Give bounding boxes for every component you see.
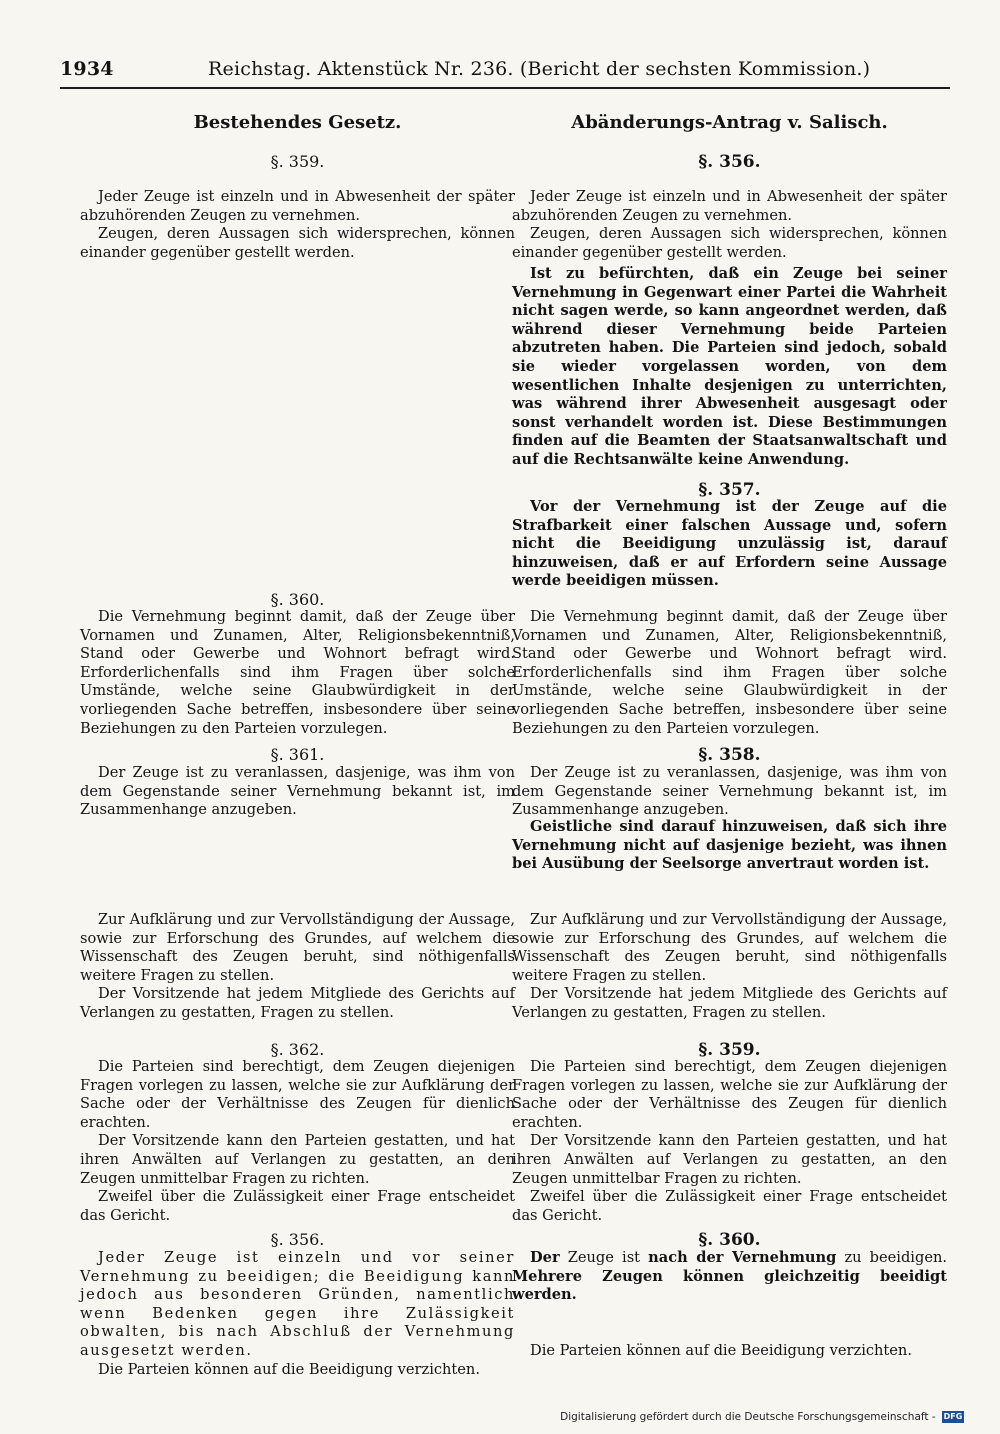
section-title: §. 356. <box>698 152 761 172</box>
paragraph <box>512 1249 947 1305</box>
paragraph: Ist zu befürchten, daß ein Zeuge bei seiner Vernehmung in Gegenwart einer Partei die Wahrheit nicht sagen werde, so kann angeordnet werden, daß während dieser Vernehmung beide Parteien abzutreten haben. Die Parteien sind jedoch, sobald sie wieder vorgelassen worden, von dem wesentlichen Inhalte desjenigen zu unterrichten, was während ihrer Abwesenheit ausgesagt oder sonst verhandelt worden ist. Diese Bestimmungen finden auf die Beamten der Staatsanwaltschaft und auf die Rechtsanwälte keine Anwendung. <box>512 265 947 468</box>
section-title: §. 362. <box>270 1040 325 1059</box>
section-title: §. 360. <box>270 590 325 609</box>
section-title: §. 357. <box>698 480 761 500</box>
paragraph: Jeder Zeuge ist einzeln und in Abwesenheit der später abzuhörenden Zeugen zu vernehmen. <box>80 188 515 224</box>
section-title: §. 356. <box>270 1230 325 1249</box>
paragraph: Zweifel über die Zulässigkeit einer Frage entscheidet das Gericht. <box>80 1188 515 1224</box>
paragraph: Der Vorsitzende kann den Parteien gestatten, und hat ihren Anwälten auf Verlangen zu gestatten, an den Zeugen unmittelbar Fragen zu richten. <box>512 1132 947 1187</box>
section-title: §. 361. <box>270 745 325 764</box>
section-body <box>512 1058 947 1225</box>
amendment-text <box>512 818 947 874</box>
amendment-text <box>512 498 947 591</box>
paragraph: Die Parteien können auf die Beeidigung verzichten. <box>98 1360 480 1378</box>
digitization-credit <box>560 1411 964 1423</box>
section-body <box>512 911 947 1023</box>
paragraph: Zeugen, deren Aussagen sich widersprechen, können einander gegenüber gestellt werden. <box>80 225 515 261</box>
paragraph: Die Parteien sind berechtigt, dem Zeugen diejenigen Fragen vorlegen zu lassen, welche sie zur Aufklärung der Sache oder der Verhältnisse des Zeugen für dienlich erachten. <box>80 1058 515 1131</box>
section-title: §. 359. <box>698 1040 761 1060</box>
paragraph: Der Zeuge ist zu veranlassen, dasjenige, was ihm von dem Gegenstande seiner Vernehmung bekannt ist, im Zusammenhange anzugeben. <box>80 764 515 819</box>
paragraph: Vor der Vernehmung ist der Zeuge auf die Strafbarkeit einer falschen Aussage und, sofern nicht die Beeidigung unzulässig ist, darauf hinzuweisen, daß er auf Erfordern seine Aussage werde beeidigen müssen. <box>512 498 947 590</box>
bold-run: nach der Vernehmung <box>648 1249 837 1266</box>
paragraph: Der Vorsitzende hat jedem Mitgliede des Gerichts auf Verlangen zu gestatten, Fragen zu stellen. <box>512 985 947 1021</box>
paragraph: Jeder Zeuge ist einzeln und in Abwesenheit der später abzuhörenden Zeugen zu vernehmen. <box>512 188 947 224</box>
paragraph: Die Vernehmung beginnt damit, daß der Zeuge über Vornamen und Zunamen, Alter, Religionsbekenntniß, Stand oder Gewerbe und Wohnort befragt wird. Erforderlichenfalls sind ihm Fragen über solche Umstände, welche seine Glaubwürdigkeit in der vorliegenden Sache betreffen, insbesondere über seine Beziehungen zu den Parteien vorzulegen. <box>512 608 947 737</box>
section-body <box>80 911 515 1023</box>
section-body <box>80 188 515 262</box>
page-header <box>60 58 950 86</box>
paragraph: Der Vorsitzende hat jedem Mitgliede des Gerichts auf Verlangen zu gestatten, Fragen zu stellen. <box>80 985 515 1021</box>
running-title: Reichstag. Aktenstück Nr. 236. (Bericht der sechsten Kommission.) <box>208 58 871 80</box>
section-body <box>512 608 947 738</box>
section-body <box>80 764 515 820</box>
page-number: 1934 <box>60 58 114 80</box>
section-body <box>512 188 947 262</box>
header-rule <box>60 87 950 89</box>
section-body <box>512 1342 947 1361</box>
section-title: §. 359. <box>270 152 325 171</box>
plain-run: zu beeidigen. <box>836 1249 947 1266</box>
paragraph: Die Parteien sind berechtigt, dem Zeugen diejenigen Fragen vorlegen zu lassen, welche sie zur Aufklärung der Sache oder der Verhältnisse des Zeugen für dienlich erachten. <box>512 1058 947 1131</box>
section-body <box>512 1249 947 1305</box>
paragraph: Der Vorsitzende kann den Parteien gestatten, und hat ihren Anwälten auf Verlangen zu gestatten, an den Zeugen unmittelbar Fragen zu richten. <box>80 1132 515 1187</box>
credit-text: Digitalisierung gefördert durch die Deutsche Forschungsgemeinschaft - <box>560 1411 936 1423</box>
right-column-heading: Abänderungs-Antrag v. Salisch. <box>571 112 888 133</box>
paragraph: Zur Aufklärung und zur Vervollständigung der Aussage, sowie zur Erforschung des Grundes, auf welchem die Wissenschaft des Zeugen beruht, sind nöthigenfalls weitere Fragen zu stellen. <box>80 911 515 984</box>
section-body <box>80 1249 515 1379</box>
section-title: §. 360. <box>698 1230 761 1250</box>
section-body <box>80 608 515 738</box>
paragraph: Der Zeuge ist zu veranlassen, dasjenige, was ihm von dem Gegenstande seiner Vernehmung bekannt ist, im Zusammenhange anzugeben. <box>512 764 947 819</box>
section-body <box>512 764 947 820</box>
paragraph: Jeder Zeuge ist einzeln und vor seiner Vernehmung zu beeidigen; die Beeidigung kann jedoch aus besonderen Gründen, namentlich wenn Bedenken gegen ihre Zulässigkeit obwalten, bis nach Abschluß der Vernehmung ausgesetzt werden. <box>80 1249 515 1359</box>
paragraph: Zur Aufklärung und zur Vervollständigung der Aussage, sowie zur Erforschung des Grundes, auf welchem die Wissenschaft des Zeugen beruht, sind nöthigenfalls weitere Fragen zu stellen. <box>512 911 947 984</box>
paragraph: Zeugen, deren Aussagen sich widersprechen, können einander gegenüber gestellt werden. <box>512 225 947 261</box>
paragraph: Zweifel über die Zulässigkeit einer Frage entscheidet das Gericht. <box>512 1188 947 1224</box>
bold-run: Der <box>530 1249 560 1266</box>
section-body <box>80 1058 515 1225</box>
paragraph: Geistliche sind darauf hinzuweisen, daß sich ihre Vernehmung nicht auf dasjenige bezieht, was ihnen bei Ausübung der Seelsorge anvertraut worden ist. <box>512 818 947 873</box>
plain-run: Zeuge ist <box>559 1249 649 1266</box>
paragraph: Die Vernehmung beginnt damit, daß der Zeuge über Vornamen und Zunamen, Alter, Religionsbekenntniß, Stand oder Gewerbe und Wohnort befragt wird. Erforderlichenfalls sind ihm Fragen über solche Umstände, welche seine Glaubwürdigkeit in der vorliegenden Sache betreffen, insbesondere über seine Beziehungen zu den Parteien vorzulegen. <box>80 608 515 737</box>
left-column-heading: Bestehendes Gesetz. <box>193 112 402 133</box>
amendment-text <box>512 265 947 470</box>
section-title: §. 358. <box>698 745 761 765</box>
paragraph: Die Parteien können auf die Beeidigung verzichten. <box>530 1342 912 1359</box>
bold-run: Mehrere Zeugen können gleichzeitig beeidigt werden. <box>512 1267 947 1304</box>
dfg-logo: DFG <box>943 1412 963 1421</box>
